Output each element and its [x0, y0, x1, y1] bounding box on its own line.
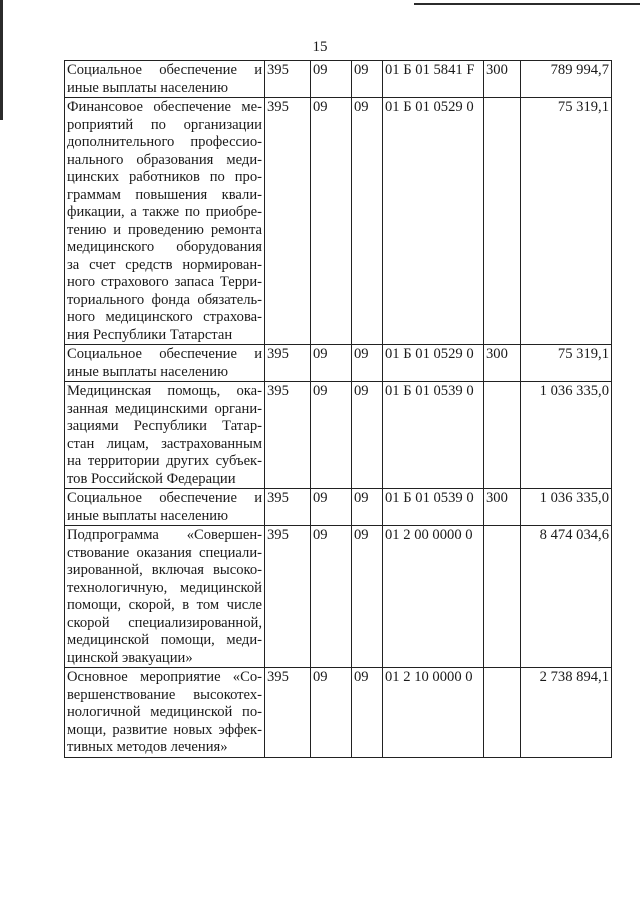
item-name-line: за счет средств нормирован- [67, 256, 262, 273]
item-name-line: Социальное обеспечение и [67, 62, 262, 78]
scan-edge-mark-top [414, 3, 640, 5]
item-name-line: медицинского оборудования [67, 239, 262, 255]
item-name-line: занная медицинскими органи- [67, 400, 262, 417]
section-code-cell: 09 [311, 98, 352, 345]
subsection-code-cell: 09 [352, 382, 383, 489]
ministry-code-cell: 395 [265, 382, 311, 489]
item-name-cell [65, 526, 265, 668]
ministry-code-cell: 395 [265, 526, 311, 668]
target-article-cell: 01 Б 01 0529 0 [383, 98, 484, 345]
item-name-line: дополнительного профессио- [67, 134, 262, 150]
item-name-line: ного медицинского страхова- [67, 309, 262, 325]
expense-type-cell: 300 [484, 489, 521, 526]
amount-cell: 75 319,1 [521, 345, 612, 382]
item-name-line: Финансовое обеспечение ме- [67, 99, 262, 115]
target-article-cell: 01 Б 01 5841 F [383, 61, 484, 98]
item-name-line: ториального фонда обязатель- [67, 291, 262, 308]
section-code-cell: 09 [311, 345, 352, 382]
table-row [65, 61, 612, 98]
item-name-line: граммам повышения квали- [67, 186, 262, 203]
target-article-cell: 01 Б 01 0539 0 [383, 489, 484, 526]
expense-type-cell [484, 526, 521, 668]
subsection-code-cell: 09 [352, 61, 383, 98]
section-code-cell: 09 [311, 526, 352, 668]
item-name-cell [65, 668, 265, 758]
item-name-line: цинской эвакуации» [67, 649, 193, 666]
item-name-line: технологичную, медицинской [67, 579, 262, 596]
item-name-line: иные выплаты населению [67, 507, 228, 524]
item-name-line: зациями Республики Татар- [67, 418, 262, 434]
item-name-cell [65, 345, 265, 382]
item-name-line: на территории других субъек- [67, 453, 262, 469]
table-row [65, 489, 612, 526]
item-name-line: мощи, развитие новых эффек- [67, 721, 262, 738]
item-name-line: Основное мероприятие «Со- [67, 669, 262, 685]
subsection-code-cell: 09 [352, 489, 383, 526]
item-name-line: тов Российской Федерации [67, 470, 236, 487]
table-row [65, 526, 612, 668]
ministry-code-cell: 395 [265, 98, 311, 345]
expense-type-cell [484, 668, 521, 758]
item-name-line: ния Республики Татарстан [67, 326, 233, 343]
item-name-line: Социальное обеспечение и [67, 346, 262, 362]
item-name-line: ного страхового запаса Терри- [67, 274, 262, 290]
subsection-code-cell: 09 [352, 98, 383, 345]
item-name-line: тению и проведению ремонта [67, 221, 262, 238]
amount-cell: 1 036 335,0 [521, 489, 612, 526]
ministry-code-cell: 395 [265, 61, 311, 98]
section-code-cell: 09 [311, 61, 352, 98]
table-row [65, 668, 612, 758]
item-name-cell [65, 98, 265, 345]
amount-cell: 2 738 894,1 [521, 668, 612, 758]
item-name-line: Медицинская помощь, ока- [67, 383, 262, 399]
expense-type-cell [484, 98, 521, 345]
table-row [65, 382, 612, 489]
page-number: 15 [312, 39, 328, 55]
item-name-line: ствование оказания специали- [67, 544, 262, 561]
amount-cell: 8 474 034,6 [521, 526, 612, 668]
item-name-cell [65, 61, 265, 98]
item-name-line: иные выплаты населению [67, 363, 228, 380]
ministry-code-cell: 395 [265, 668, 311, 758]
table-row [65, 98, 612, 345]
ministry-code-cell: 395 [265, 345, 311, 382]
section-code-cell: 09 [311, 668, 352, 758]
section-code-cell: 09 [311, 489, 352, 526]
item-name-line: стан лицам, застрахованным [67, 435, 262, 452]
amount-cell: 1 036 335,0 [521, 382, 612, 489]
item-name-line: иные выплаты населению [67, 79, 228, 96]
item-name-line: нологичной медицинской по- [67, 704, 262, 720]
target-article-cell: 01 Б 01 0529 0 [383, 345, 484, 382]
amount-cell: 75 319,1 [521, 98, 612, 345]
expense-type-cell [484, 382, 521, 489]
expense-type-cell: 300 [484, 61, 521, 98]
budget-table [64, 60, 612, 758]
expense-type-cell: 300 [484, 345, 521, 382]
amount-cell: 789 994,7 [521, 61, 612, 98]
item-name-line: Социальное обеспечение и [67, 490, 262, 506]
item-name-line: скорой специализированной, [67, 614, 262, 631]
item-name-line: медицинской помощи, меди- [67, 632, 262, 648]
item-name-cell [65, 489, 265, 526]
item-name-cell [65, 382, 265, 489]
target-article-cell: 01 2 10 0000 0 [383, 668, 484, 758]
subsection-code-cell: 09 [352, 526, 383, 668]
scan-edge-mark-left [0, 0, 3, 120]
item-name-line: тивных методов лечения» [67, 739, 228, 755]
item-name-line: помощи, скорой, в том числе [67, 597, 262, 613]
item-name-line: нального образования меди- [67, 151, 262, 168]
subsection-code-cell: 09 [352, 345, 383, 382]
item-name-line: вершенствование высокотех- [67, 686, 262, 703]
section-code-cell: 09 [311, 382, 352, 489]
budget-table-body [65, 61, 612, 758]
item-name-line: Подпрограмма «Совершен- [67, 527, 262, 543]
ministry-code-cell: 395 [265, 489, 311, 526]
item-name-line: роприятий по организации [67, 116, 262, 133]
item-name-line: зированной, включая высоко- [67, 562, 262, 578]
target-article-cell: 01 Б 01 0539 0 [383, 382, 484, 489]
item-name-line: цинских работников по про- [67, 169, 262, 185]
item-name-line: фикации, а также по приобре- [67, 204, 262, 220]
subsection-code-cell: 09 [352, 668, 383, 758]
table-row [65, 345, 612, 382]
target-article-cell: 01 2 00 0000 0 [383, 526, 484, 668]
